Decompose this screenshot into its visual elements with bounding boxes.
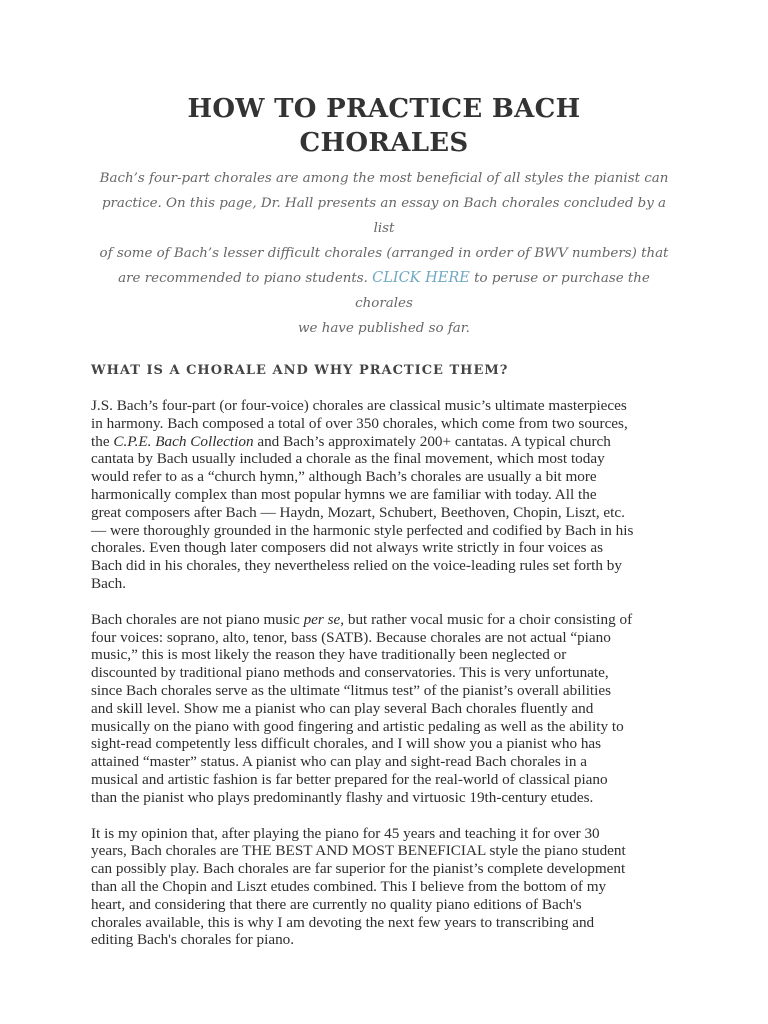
text-line: musical and artistic fashion is far better prepared for the real-world of classical piano bbox=[91, 770, 608, 788]
text-line: It is my opinion that, after playing the piano for 45 years and teaching it for over 30 bbox=[91, 824, 600, 842]
text-line: music,” this is most likely the reason they have traditionally been neglected or bbox=[91, 646, 567, 664]
text-line: sight-read competently less difficult chorales, and I will show you a pianist who has bbox=[91, 735, 602, 753]
paragraph-1 bbox=[91, 397, 677, 593]
text-line bbox=[91, 433, 677, 451]
text-line: editing Bach's chorales for piano. bbox=[91, 931, 295, 949]
text-line: in harmony. Bach composed a total of over 350 chorales, which come from two sources, bbox=[91, 414, 628, 432]
text-line: and skill level. Show me a pianist who can play several Bach chorales fluently and bbox=[91, 699, 594, 717]
text-line: than all the Chopin and Liszt etudes combined. This I believe from the bottom of my bbox=[91, 877, 607, 895]
text-line: would refer to as a “church hymn,” although Bach’s chorales are usually a bit more bbox=[91, 468, 597, 486]
text-segment: Bach chorales are not piano music bbox=[91, 610, 304, 628]
intro-line: are recommended to piano students. bbox=[118, 271, 373, 286]
italic-phrase: per se bbox=[303, 610, 341, 628]
text-line: — were thoroughly grounded in the harmonic style perfected and codified by Bach in his bbox=[91, 521, 634, 539]
page-title-line-1: HOW TO PRACTICE BACH bbox=[187, 94, 581, 124]
paragraph-3 bbox=[91, 825, 677, 950]
intro-line: we have published so far. bbox=[298, 321, 470, 336]
text-line bbox=[91, 611, 677, 629]
text-line: Bach. bbox=[91, 574, 127, 592]
text-line: cantata by Bach usually included a chorale as the final movement, which most today bbox=[91, 450, 605, 468]
text-line: years, Bach chorales are THE BEST AND MOST BENEFICIAL style the piano student bbox=[91, 842, 626, 860]
intro-text bbox=[91, 166, 677, 341]
text-segment: and Bach’s approximately 200+ cantatas. A typical church bbox=[253, 432, 611, 450]
text-line: harmonically complex than most popular hymns we are familiar with today. All the bbox=[91, 485, 597, 503]
page-title-line-2: CHORALES bbox=[299, 128, 469, 158]
italic-title: C.P.E. Bach Collection bbox=[113, 432, 254, 450]
text-line: chorales. Even though later composers did not always write strictly in four voices as bbox=[91, 539, 604, 557]
section-heading: WHAT IS A CHORALE AND WHY PRACTICE THEM? bbox=[91, 363, 509, 378]
intro-line: of some of Bach’s lesser difficult chorales (arranged in order of BWV numbers) that bbox=[99, 246, 669, 261]
text-segment: , but rather vocal music for a choir consisting of bbox=[340, 610, 633, 628]
text-segment: the bbox=[91, 432, 114, 450]
text-line: attained “master” status. A pianist who can play and sight-read Bach chorales in a bbox=[91, 753, 587, 771]
intro-line: practice. On this page, Dr. Hall presents an essay on Bach chorales concluded by a list bbox=[101, 196, 667, 236]
intro-line: to peruse or purchase the chorales bbox=[355, 271, 650, 311]
text-line: than the pianist who plays predominantly flashy and virtuosic 19th-century etudes. bbox=[91, 788, 594, 806]
text-line: musically on the piano with good fingering and artistic pedaling as well as the ability to bbox=[91, 717, 624, 735]
text-line: Bach did in his chorales, they nevertheless relied on the voice-leading rules set forth by bbox=[91, 557, 622, 575]
text-line: J.S. Bach’s four-part (or four-voice) chorales are classical music’s ultimate masterpieces bbox=[91, 397, 627, 414]
text-line: chorales available, this is why I am devoting the next few years to transcribing and bbox=[91, 913, 595, 931]
text-line: discounted by traditional piano methods and conservatories. This is very unfortunate, bbox=[91, 664, 609, 682]
text-line: great composers after Bach — Haydn, Mozart, Schubert, Beethoven, Chopin, Liszt, etc. bbox=[91, 503, 625, 521]
page-title bbox=[91, 92, 677, 160]
text-line: can possibly play. Bach chorales are far superior for the pianist’s complete development bbox=[91, 860, 626, 878]
intro-line: Bach’s four-part chorales are among the most beneficial of all styles the pianist can bbox=[99, 171, 669, 186]
text-line: heart, and considering that there are currently no quality piano editions of Bach's bbox=[91, 895, 582, 913]
text-line: four voices: soprano, alto, tenor, bass (SATB). Because chorales are not actual “piano bbox=[91, 628, 611, 646]
text-line: since Bach chorales serve as the ultimate “litmus test” of the pianist’s overall abilities bbox=[91, 681, 612, 699]
click-here-link[interactable]: CLICK HERE bbox=[372, 270, 470, 286]
paragraph-2 bbox=[91, 611, 677, 807]
